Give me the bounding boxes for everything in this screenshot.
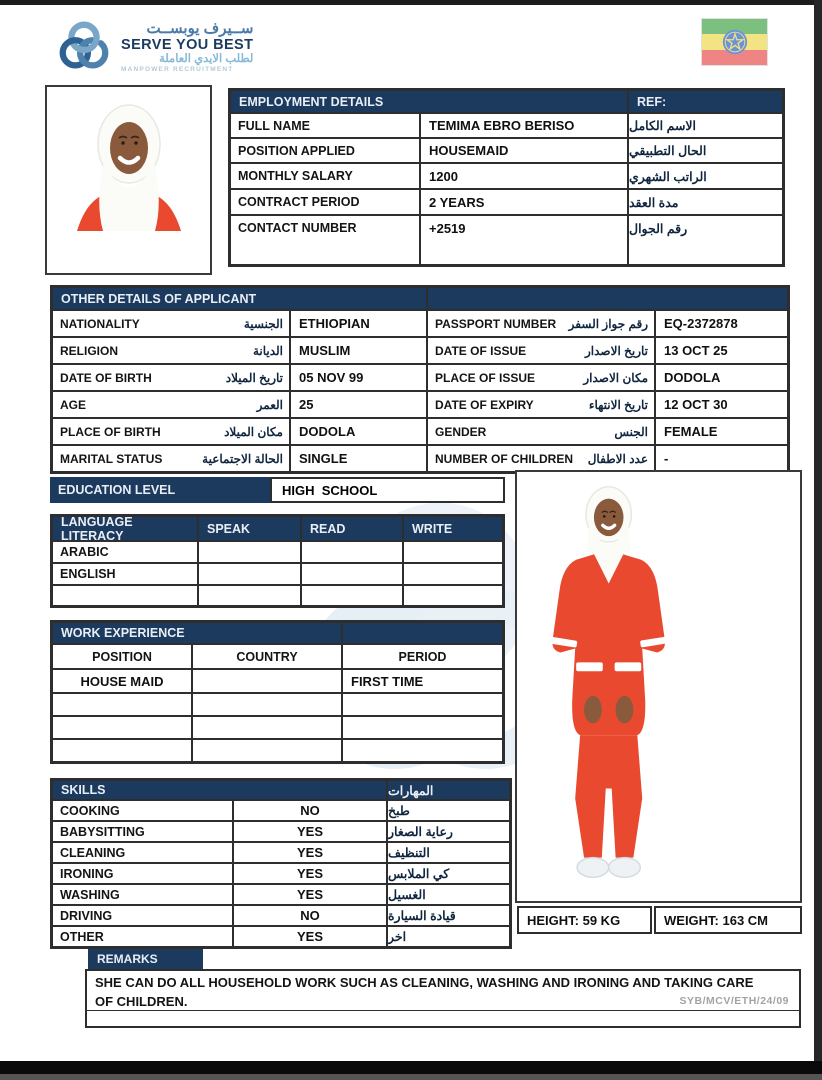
period-header: PERIOD bbox=[342, 644, 503, 669]
portrait-photo bbox=[57, 94, 200, 231]
period-cell: FIRST TIME bbox=[342, 669, 503, 693]
field-label: MONTHLY SALARY bbox=[230, 163, 420, 189]
period-cell bbox=[342, 716, 503, 739]
language-header: LANGUAGE LITERACY bbox=[52, 516, 198, 541]
document-ref-code: SYB/MCV/ETH/24/09 bbox=[679, 995, 789, 1007]
field-label: FULL NAME bbox=[230, 113, 420, 138]
speak-cell bbox=[198, 563, 301, 585]
field-label: NATIONALITY الجنسية bbox=[52, 310, 290, 337]
read-cell bbox=[301, 563, 403, 585]
field-value: TEMIMA EBRO BERISO bbox=[420, 113, 628, 138]
logo-knot-icon bbox=[55, 18, 113, 76]
position-cell bbox=[52, 716, 192, 739]
employment-details-table bbox=[228, 88, 785, 267]
position-cell bbox=[52, 693, 192, 716]
language-name bbox=[52, 585, 198, 606]
field-label: PLACE OF BIRTH مكان الميلاد bbox=[52, 418, 290, 445]
skills-header: SKILLS bbox=[52, 780, 387, 800]
other-details-header: OTHER DETAILS OF APPLICANT bbox=[52, 287, 427, 310]
field-label: CONTACT NUMBER bbox=[230, 215, 420, 265]
field-label: NUMBER OF CHILDREN عدد الاطفال bbox=[427, 445, 655, 472]
field-value: DODOLA bbox=[655, 364, 788, 391]
other-details-header-spacer bbox=[427, 287, 788, 310]
read-header: READ bbox=[301, 516, 403, 541]
field-label: DATE OF EXPIRY تاريخ الانتهاء bbox=[427, 391, 655, 418]
full-body-person-illustration bbox=[517, 472, 800, 901]
skill-label: BABYSITTING bbox=[52, 821, 233, 842]
write-header: WRITE bbox=[403, 516, 503, 541]
skill-label-ar: طبخ bbox=[387, 800, 510, 821]
field-label: GENDER الجنس bbox=[427, 418, 655, 445]
skill-label: OTHER bbox=[52, 926, 233, 947]
field-label-ar: الاسم الكامل bbox=[628, 113, 783, 138]
write-cell bbox=[403, 541, 503, 563]
ethiopia-flag bbox=[701, 18, 768, 66]
field-value: FEMALE bbox=[655, 418, 788, 445]
field-label: DATE OF BIRTH تاريخ الميلاد bbox=[52, 364, 290, 391]
language-name: ARABIC bbox=[52, 541, 198, 563]
skills-header-ar: المهارات bbox=[387, 780, 510, 800]
field-label: PASSPORT NUMBER رقم جواز السفر bbox=[427, 310, 655, 337]
work-experience-table bbox=[50, 620, 505, 764]
field-value: EQ-2372878 bbox=[655, 310, 788, 337]
education-level-header: EDUCATION LEVEL bbox=[50, 477, 270, 503]
country-header: COUNTRY bbox=[192, 644, 342, 669]
field-value: - bbox=[655, 445, 788, 472]
flag-star-emblem-icon bbox=[721, 28, 749, 56]
country-cell bbox=[192, 693, 342, 716]
skill-label: DRIVING bbox=[52, 905, 233, 926]
period-cell bbox=[342, 739, 503, 762]
write-cell bbox=[403, 585, 503, 606]
logo-subtitle: MANPOWER RECRUITMENT bbox=[121, 65, 234, 73]
skill-label-ar: اخر bbox=[387, 926, 510, 947]
field-value: SINGLE bbox=[290, 445, 427, 472]
field-label-ar: الراتب الشهري bbox=[628, 163, 783, 189]
scan-edge-bottom-gray bbox=[0, 1074, 822, 1080]
language-literacy-table bbox=[50, 514, 505, 608]
skill-value: NO bbox=[233, 905, 387, 926]
portrait-photo-frame bbox=[45, 85, 212, 275]
skill-label: IRONING bbox=[52, 863, 233, 884]
skill-label-ar: رعاية الصغار bbox=[387, 821, 510, 842]
skill-value: NO bbox=[233, 800, 387, 821]
position-header: POSITION bbox=[52, 644, 192, 669]
logo-title: SERVE YOU BEST bbox=[121, 36, 254, 53]
employment-details-header: EMPLOYMENT DETAILS bbox=[230, 90, 628, 113]
skill-label: WASHING bbox=[52, 884, 233, 905]
ref-header: REF: bbox=[628, 90, 783, 113]
field-value: 12 OCT 30 bbox=[655, 391, 788, 418]
education-level-value: HIGH SCHOOL bbox=[270, 477, 505, 503]
field-label: DATE OF ISSUE تاريخ الاصدار bbox=[427, 337, 655, 364]
field-value: 25 bbox=[290, 391, 427, 418]
other-details-table bbox=[50, 285, 790, 474]
skill-value: YES bbox=[233, 842, 387, 863]
field-value: ETHIOPIAN bbox=[290, 310, 427, 337]
write-cell bbox=[403, 563, 503, 585]
skill-label-ar: التنظيف bbox=[387, 842, 510, 863]
language-name: ENGLISH bbox=[52, 563, 198, 585]
skills-table bbox=[50, 778, 512, 949]
field-label: AGE العمر bbox=[52, 391, 290, 418]
speak-cell bbox=[198, 541, 301, 563]
portrait-person-illustration bbox=[57, 94, 200, 231]
period-cell bbox=[342, 693, 503, 716]
scan-edge-bottom bbox=[0, 1061, 822, 1074]
remarks-box bbox=[85, 969, 801, 1028]
work-experience-header: WORK EXPERIENCE bbox=[52, 622, 342, 644]
position-cell: HOUSE MAID bbox=[52, 669, 192, 693]
field-value: HOUSEMAID bbox=[420, 138, 628, 163]
field-value: 1200 bbox=[420, 163, 628, 189]
field-value: MUSLIM bbox=[290, 337, 427, 364]
field-label: RELIGION الديانة bbox=[52, 337, 290, 364]
skill-value: YES bbox=[233, 863, 387, 884]
scan-edge-top bbox=[0, 0, 822, 5]
read-cell bbox=[301, 541, 403, 563]
field-value: +2519 bbox=[420, 215, 628, 265]
speak-cell bbox=[198, 585, 301, 606]
skill-label-ar: قيادة السيارة bbox=[387, 905, 510, 926]
speak-header: SPEAK bbox=[198, 516, 301, 541]
weight-value: WEIGHT: 163 CM bbox=[654, 906, 802, 934]
field-value: 13 OCT 25 bbox=[655, 337, 788, 364]
remarks-text: SHE CAN DO ALL HOUSEHOLD WORK SUCH AS CLEANING, WASHING AND IRONING AND TAKING CARE OF CHILDREN. bbox=[95, 975, 754, 1009]
field-value: DODOLA bbox=[290, 418, 427, 445]
position-cell bbox=[52, 739, 192, 762]
field-value: 2 YEARS bbox=[420, 189, 628, 215]
remarks-divider bbox=[87, 1010, 799, 1011]
skill-label-ar: كي الملابس bbox=[387, 863, 510, 884]
logo-arabic-title: ســيرف يوبســت bbox=[146, 20, 254, 38]
skill-value: YES bbox=[233, 926, 387, 947]
height-value: HEIGHT: 59 KG bbox=[517, 906, 652, 934]
skill-value: YES bbox=[233, 821, 387, 842]
skill-label-ar: الغسيل bbox=[387, 884, 510, 905]
full-body-photo-frame bbox=[515, 470, 802, 903]
skill-label: COOKING bbox=[52, 800, 233, 821]
field-label-ar: مدة العقد bbox=[628, 189, 783, 215]
field-label-ar: الحال التطبيقي bbox=[628, 138, 783, 163]
field-label: PLACE OF ISSUE مكان الاصدار bbox=[427, 364, 655, 391]
read-cell bbox=[301, 585, 403, 606]
skill-value: YES bbox=[233, 884, 387, 905]
skill-label: CLEANING bbox=[52, 842, 233, 863]
field-value: 05 NOV 99 bbox=[290, 364, 427, 391]
logo-arabic-subtitle: لطلب الايدي العاملة bbox=[159, 53, 254, 66]
country-cell bbox=[192, 739, 342, 762]
scan-edge-right bbox=[814, 0, 822, 1080]
field-label-ar: رقم الجوال bbox=[628, 215, 783, 265]
country-cell bbox=[192, 716, 342, 739]
country-cell bbox=[192, 669, 342, 693]
field-label: POSITION APPLIED bbox=[230, 138, 420, 163]
company-logo bbox=[55, 12, 285, 82]
field-label: MARITAL STATUS الحالة الاجتماعية bbox=[52, 445, 290, 472]
remarks-header: REMARKS bbox=[88, 949, 203, 969]
field-label: CONTRACT PERIOD bbox=[230, 189, 420, 215]
work-experience-header-spacer bbox=[342, 622, 503, 644]
